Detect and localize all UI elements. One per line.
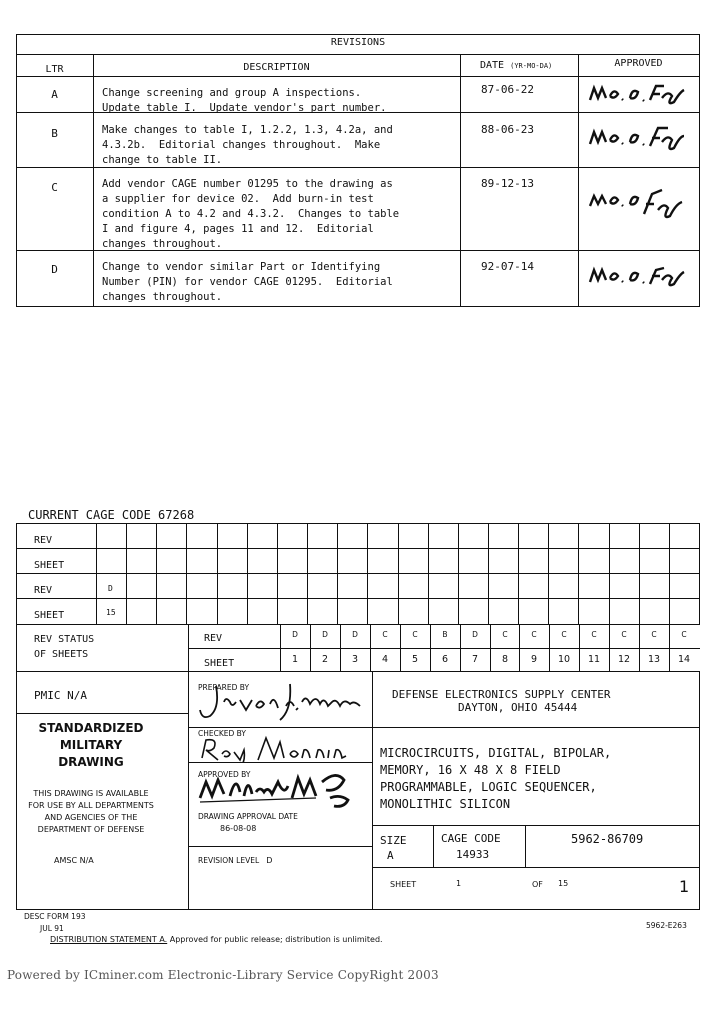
rev-status-label: REV STATUS — [34, 634, 95, 645]
approved-by-label: APPROVED BY — [198, 770, 251, 779]
rev-row-date: 88-06-23 — [481, 123, 534, 136]
ltr-header: LTR — [45, 64, 64, 75]
rev-status-rev: C — [412, 630, 418, 639]
cage-code-label: CAGE CODE — [441, 832, 501, 845]
rev-row-description: Add vendor CAGE number 01295 to the drawing as a supplier for device 02. Add burn-in test condition A to 4.2 and 4.3.2. Changes to table I and figure 4, pages 11 and 12. Editorial changes throughout. — [102, 178, 400, 250]
approval-date: 86-08-08 — [220, 824, 257, 833]
grid-row-label: REV — [34, 585, 53, 596]
rev-status-sheet: 2 — [321, 654, 329, 665]
drawing-number: 5962-86709 — [571, 832, 644, 846]
sheet-label: SHEET — [390, 880, 417, 889]
drawing-title: MICROCIRCUITS, DIGITAL, BIPOLAR, MEMORY, 16 X 48 X 8 FIELD PROGRAMMABLE, LOGIC SEQUENCER, MONOLITHIC SILICON — [380, 746, 612, 811]
checked-by-signature — [196, 734, 372, 762]
pmic: PMIC N/A — [34, 689, 87, 702]
prepared-by-signature — [190, 680, 372, 726]
rev-status-rev: D — [352, 630, 358, 639]
approval-date-label: DRAWING APPROVAL DATE — [198, 812, 298, 821]
revision-level-label: REVISION LEVEL D — [198, 856, 273, 865]
sheet-value: 1 — [456, 879, 462, 888]
approver-signature — [588, 188, 688, 224]
checked-by-label: CHECKED BY — [198, 729, 246, 738]
revisions-title: REVISIONS — [330, 37, 386, 48]
rev-status-rev: D — [472, 630, 478, 639]
rev-row-description: Change to vendor similar Part or Identifying Number (PIN) for vendor CAGE 01295. Editorial changes throughout. — [102, 261, 393, 303]
form-number: DESC FORM 193 — [24, 912, 86, 921]
sheet-of-label: OF — [532, 880, 543, 889]
rev-status-sheet: 4 — [381, 654, 389, 665]
rev-status-rev: C — [651, 630, 657, 639]
approver-signature — [588, 262, 688, 290]
rev-row-description: Change screening and group A inspections. Update table I. Update vendor's part number. — [102, 87, 387, 114]
rev-status-sheet: 7 — [471, 654, 479, 665]
cage-code-value: 14933 — [456, 848, 490, 861]
prepared-by-label: PREPARED BY — [198, 683, 250, 692]
grid-rev-value: D — [108, 584, 113, 593]
date-header: DATE (YR-MO-DA) — [480, 60, 553, 71]
rev-status-rev: C — [382, 630, 388, 639]
rev-row-date: 92-07-14 — [481, 260, 534, 273]
rev-status-sheet: 8 — [501, 654, 509, 665]
rev-status-sheet: 11 — [587, 654, 601, 665]
size-label: SIZE — [380, 834, 407, 847]
grid-row-label: REV — [34, 535, 53, 546]
rev-status-sheet: 12 — [617, 654, 631, 665]
rev-status-rev: C — [681, 630, 687, 639]
rev-status-sheet: 1 — [291, 654, 299, 665]
rev-status-sheet: 9 — [530, 654, 538, 665]
rev-status-sheet: 10 — [557, 654, 571, 665]
rev-row-ltr: C — [51, 181, 58, 194]
rev-row-date: 87-06-22 — [481, 83, 534, 96]
grid-row-label: SHEET — [34, 560, 65, 571]
rev-label: REV — [204, 633, 223, 644]
rev-status-rev: C — [502, 630, 508, 639]
rev-row-description: Make changes to table I, 1.2.2, 1.3, 4.2a, and 4.3.2b. Editorial changes throughout. Make change to table II. — [102, 124, 393, 166]
current-cage-code: CURRENT CAGE CODE 67268 — [28, 508, 195, 522]
powered-by: Powered by ICminer.com Electronic-Library Service CopyRight 2003 — [7, 968, 439, 982]
rev-row-date: 89-12-13 — [481, 177, 534, 190]
rev-row-ltr: A — [51, 88, 58, 101]
rev-status-sheet: 3 — [351, 654, 359, 665]
sheet-total: 15 — [558, 879, 569, 888]
rev-status-rev: D — [292, 630, 298, 639]
document-code: 5962-E263 — [646, 921, 687, 930]
rev-status-rev: C — [531, 630, 537, 639]
availability-note: THIS DRAWING IS AVAILABLE FOR USE BY ALL DEPARTMENTS AND AGENCIES OF THE DEPARTMENT OF DEFENSE — [28, 789, 154, 834]
approver-signature — [588, 80, 688, 108]
approver-signature — [588, 124, 688, 156]
sheet-label: SHEET — [204, 658, 235, 669]
rev-status-rev: C — [621, 630, 627, 639]
rev-row-ltr: B — [51, 127, 58, 140]
rev-status-rev: B — [442, 630, 448, 639]
distribution-statement: DISTRIBUTION STATEMENT A. Approved for public release; distribution is unlimited. — [50, 935, 383, 944]
grid-sheet-value: 15 — [106, 608, 116, 617]
page-number: 1 — [679, 877, 690, 896]
size-value: A — [387, 849, 394, 862]
grid-row-label: SHEET — [34, 610, 65, 621]
form-date: JUL 91 — [40, 924, 64, 933]
description-header: DESCRIPTION — [243, 62, 310, 73]
rev-status-sheet: 6 — [441, 654, 449, 665]
agency: DEFENSE ELECTRONICS SUPPLY CENTER DAYTON, OHIO 45444 — [392, 688, 611, 714]
rev-row-ltr: D — [51, 263, 58, 276]
rev-status-sheet: 14 — [677, 654, 691, 665]
rev-status-sheet: 5 — [411, 654, 419, 665]
rev-status-rev: C — [561, 630, 567, 639]
rev-status-label: OF SHEETS — [34, 649, 89, 660]
rev-status-rev: D — [322, 630, 328, 639]
approved-header: APPROVED — [614, 58, 663, 69]
approved-by-signature — [196, 768, 372, 810]
amsc: AMSC N/A — [54, 856, 94, 865]
standardized-military-drawing: STANDARDIZED MILITARY DRAWING — [38, 721, 144, 769]
rev-status-rev: C — [591, 630, 597, 639]
rev-status-sheet: 13 — [647, 654, 661, 665]
